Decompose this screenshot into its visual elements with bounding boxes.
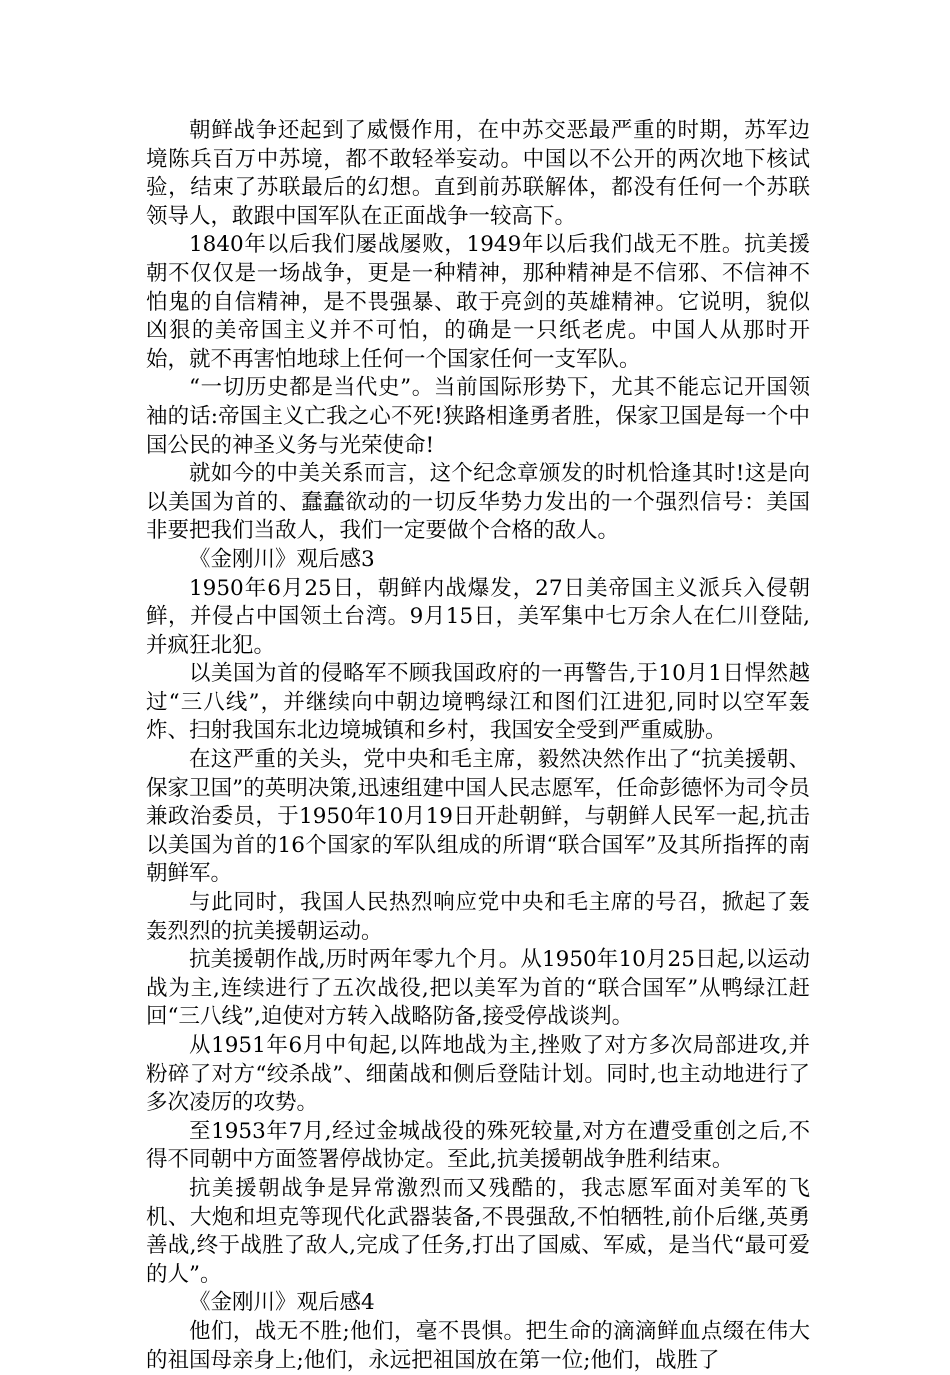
paragraph: 从1951年6月中旬起,以阵地战为主,挫败了对方多次局部进攻,并粉碎了对方“绞杀战”、细菌战和侧后登陆计划。同时,也主动地进行了多次凌厉的攻势。 [146,1033,810,1116]
paragraph: 至1953年7月,经过金城战役的殊死较量,对方在遭受重创之后,不得不同朝中方面签署停战协定。至此,抗美援朝战争胜利结束。 [146,1118,810,1173]
paragraph: 就如今的中美关系而言，这个纪念章颁发的时机恰逢其时!这是向以美国为首的、蠢蠢欲动的一切反华势力发出的一个强烈信号：美国非要把我们当敌人，我们一定要做个合格的敌人。 [146,461,810,544]
paragraph: 抗美援朝战争是异常激烈而又残酷的，我志愿军面对美军的飞机、大炮和坦克等现代化武器装备,不畏强敌,不怕牺牲,前仆后继,英勇善战,终于战胜了敌人,完成了任务,打出了国威、军威，是当代“最可爱的人”。 [146,1175,810,1287]
paragraph: 朝鲜战争还起到了威慑作用，在中苏交恶最严重的时期，苏军边境陈兵百万中苏境，都不敢轻举妄动。中国以不公开的两次地下核试验，结束了苏联最后的幻想。直到前苏联解体，都没有任何一个苏联领导人，敢跟中国军队在正面战争一较高下。 [146,118,810,229]
paragraph: “一切历史都是当代史”。当前国际形势下，尤其不能忘记开国领袖的话:帝国主义亡我之心不死!狭路相逢勇者胜，保家卫国是每一个中国公民的神圣义务与光荣使命! [146,375,810,458]
document-page [146,117,810,1375]
paragraph: 在这严重的关头，党中央和毛主席，毅然决然作出了“抗美援朝、保家卫国”的英明决策,迅速组建中国人民志愿军，任命彭德怀为司令员兼政治委员，于1950年10月19日开赴朝鲜，与朝鲜人民军一起,抗击以美国为首的16个国家的军队组成的所谓“联合国军”及其所指挥的南朝鲜军。 [146,747,810,887]
paragraph: 以美国为首的侵略军不顾我国政府的一再警告,于10月1日悍然越过“三八线”，并继续向中朝边境鸭绿江和图们江进犯,同时以空军轰炸、扫射我国东北边境城镇和乡村，我国安全受到严重威胁。 [146,661,810,744]
paragraph: 1950年6月25日，朝鲜内战爆发，27日美帝国主义派兵入侵朝鲜，并侵占中国领土台湾。9月15日，美军集中七万余人在仁川登陆,并疯狂北犯。 [146,575,810,658]
paragraph: 他们，战无不胜;他们，毫不畏惧。把生命的滴滴鲜血点缀在伟大的祖国母亲身上;他们，永远把祖国放在第一位;他们，战胜了 [146,1318,810,1373]
paragraph: 与此同时，我国人民热烈响应党中央和毛主席的号召，掀起了轰轰烈烈的抗美援朝运动。 [146,890,810,944]
section-heading: 《金刚川》观后感4 [189,1290,375,1316]
paragraph: 1840年以后我们屡战屡败，1949年以后我们战无不胜。抗美援朝不仅仅是一场战争，更是一种精神，那种精神是不信邪、不信神不怕鬼的自信精神，是不畏强暴、敢于亮剑的英雄精神。它说明，貌似凶狠的美帝国主义并不可怕，的确是一只纸老虎。中国人从那时开始，就不再害怕地球上任何一个国家任何一支军队。 [146,232,810,372]
paragraph: 抗美援朝作战,历时两年零九个月。从1950年10月25日起,以运动战为主,连续进行了五次战役,把以美军为首的“联合国军”从鸭绿江赶回“三八线”,迫使对方转入战略防备,接受停战谈判。 [146,947,810,1030]
section-heading: 《金刚川》观后感3 [189,546,375,572]
